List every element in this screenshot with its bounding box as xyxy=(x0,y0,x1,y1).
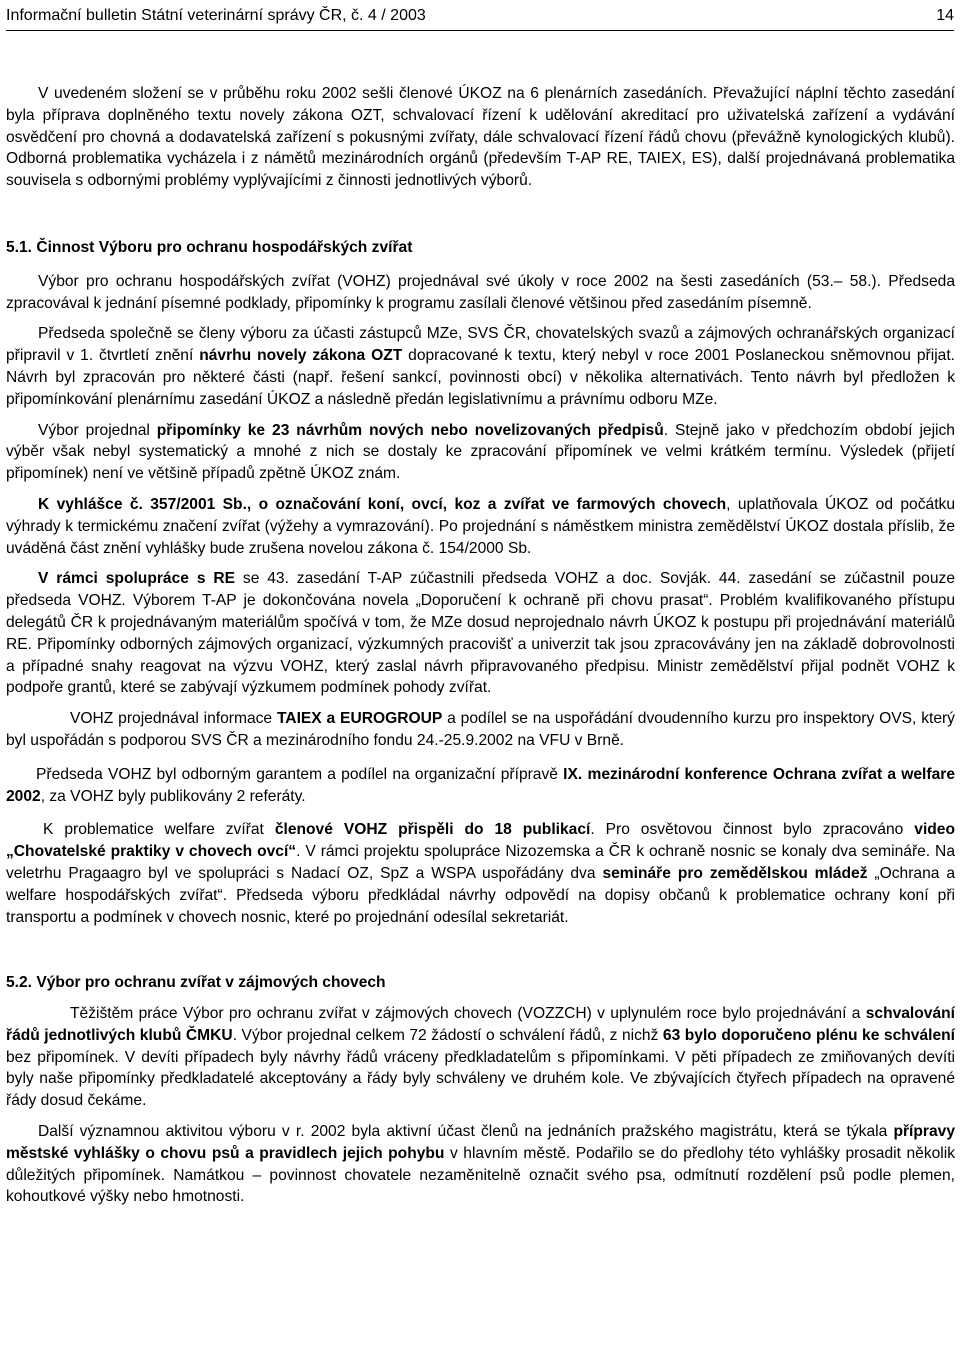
bold-phrase: V rámci spolupráce s RE xyxy=(38,570,236,588)
paragraph: Předseda VOHZ byl odborným garantem a podílel na organizační přípravě IX. mezinárodní konference Ochrana zvířat a welfare 2002, za VOHZ byly publikovány 2 referáty. xyxy=(6,765,955,805)
page-header xyxy=(6,4,954,31)
bold-phrase: IX. mezinárodní konference Ochrana zvířat a welfare 2002 xyxy=(6,765,955,805)
bold-phrase: TAIEX a EUROGROUP xyxy=(276,710,443,728)
bold-phrase: schvalování řádů jednotlivých klubů ČMKU xyxy=(6,1005,955,1044)
bold-phrase: přípravy městské vyhlášky o chovu psů a pravidlech jejich pohybu xyxy=(6,1123,955,1162)
paragraph: VOHZ projednával informace TAIEX a EUROGROUP a podílel se na uspořádání dvoudenního kurzu pro inspektory OVS, který byl uspořádán s podporou SVS ČR a mezinárodního fondu 24.-25.9.2002 na VFU v Brně. xyxy=(6,710,955,749)
bold-phrase: video „Chovatelské praktiky v chovech ovcí“ xyxy=(6,821,955,861)
document-body xyxy=(6,83,955,1208)
paragraph: V rámci spolupráce s RE se 43. zasedání T-AP zúčastnili předseda VOHZ a doc. Sovják. 44. zasedání se zúčastnil pouze předseda VOHZ. Výborem T-AP je dokončována novela „Doporučení k ochraně při chovu prasat“. Problém kvalifikovaného přístupu delegátů ČR k projednávaným materiálům spočívá v tom, že MZe dosud neprojednalo návrh ÚKOZ k postupu při projednávání materiálů RE. Připomínky odborných zájmových organizací, výzkumných pracovišť a univerzit tak jsou zpracovávány jen na základě dobrovolnosti a případné snahy reagovat na výzvu VOHZ, který zaslal návrh připravovaného předpisu. Ministr zemědělství přijal podnět VOHZ k podpoře grantů, které se zabývají výzkumem podmínek pohody zvířat. xyxy=(6,570,955,697)
bulletin-title: Informační bulletin Státní veterinární správy ČR, č. 4 / 2003 xyxy=(6,7,426,24)
bold-phrase: členové VOHZ přispěli do 18 publikací xyxy=(274,821,591,839)
paragraph: K problematice welfare zvířat členové VOHZ přispěli do 18 publikací. Pro osvětovou činnost bylo zpracováno video „Chovatelské praktiky v chovech ovcí“. V rámci projektu spolupráce Nizozemska a ČR k ochraně nosnic se konaly dva semináře. Na veletrhu Pragaagro byl ve spolupráci s Nadací OZ, SpZ a WSPA uspořádány dva semináře pro zemědělskou mládež „Ochrana a welfare hospodářských zvířat“. Předseda výboru předkládal návrhy odpovědí na dopisy občanů k problematice ochrany koní při transportu a podmínek v chovech nosnic, které po projednání odesílal sekretariát. xyxy=(6,821,955,926)
paragraph: Výbor projednal připomínky ke 23 návrhům nových nebo novelizovaných předpisů. Stejně jako v předchozím období jejich výběr však nebyl systematický a mnohé z nich se dostaly ke zpracování připomínek ve velmi krátkém termínu. Výsledek (přijetí připomínek) není ve většině případů zpětně ÚKOZ znám. xyxy=(6,421,955,483)
bold-phrase: návrhu novely zákona OZT xyxy=(199,347,403,365)
paragraph: Další významnou aktivitou výboru v r. 2002 byla aktivní účast členů na jednáních pražského magistrátu, která se týkala přípravy městské vyhlášky o chovu psů a pravidlech jejich pohybu v hlavním městě. Podařilo se do předlohy této vyhlášky prosadit několik důležitých připomínek. Namátkou – povinnost chovatele nezaměnitelně označit svého psa, odmítnutí rozdělení psů podle plemen, kohoutkové výšky nebo hmotnosti. xyxy=(6,1123,956,1206)
bold-phrase: 63 bylo doporučeno plénu ke schválení xyxy=(662,1026,955,1044)
paragraph: Výbor pro ochranu hospodářských zvířat (VOHZ) projednával své úkoly v roce 2002 na šesti zasedáních (53.– 58.). Předseda zpracovával k jednání písemné podklady, připomínky k programu zasílali členové většinou před zasedáním písemně. xyxy=(6,272,955,312)
page-number: 14 xyxy=(936,7,954,24)
bold-phrase: K vyhlášce č. 357/2001 Sb., o označování koní, ovcí, koz a zvířat ve farmových chovech xyxy=(38,495,727,513)
paragraph: Těžištěm práce Výbor pro ochranu zvířat v zájmových chovech (VOZZCH) v uplynulém roce bylo projednávání a schvalování řádů jednotlivých klubů ČMKU. Výbor projednal celkem 72 žádostí o schválení řádů, z nichž 63 bylo doporučeno plénu ke schválení bez připomínek. V devíti případech byly návrhy řádů vráceny předkladatelům s připomínkami. V pěti případech ze zmiňovaných devíti byly naše připomínky předkladatelé akceptovány a řády byly schváleny ve druhém kole. Ve zbývajících čtyřech případech na opravené řády dosud čekáme. xyxy=(6,1005,955,1110)
bold-phrase: semináře pro zemědělskou mládež xyxy=(602,864,868,882)
paragraph: Předseda společně se členy výboru za účasti zástupců MZe, SVS ČR, chovatelských svazů a zájmových ochranářských organizací připravil v 1. čtvrtletí znění návrhu novely zákona OZT dopracované k textu, který nebyl v roce 2001 Poslaneckou sněmovnou přijat. Návrh byl zpracován pro některé části (např. řešení sankcí, povinnosti obcí) v několika alternativách. Tento návrh byl předložen k připomínkování plenárnímu zasedání ÚKOZ a následně předán legislativnímu a právnímu odboru MZe. xyxy=(6,325,955,408)
intro-paragraph: V uvedeném složení se v průběhu roku 2002 sešli členové ÚKOZ na 6 plenárních zasedáních. Převažující náplní těchto zasedání byla příprava doplněného textu novely zákona OZT, schvalovací řízení k udělování akreditací pro uživatelská zařízení a vydávání osvědčení pro chovná a dodavatelská zařízení s pokusnými zvířaty, dále schvalovací řízení řádů chovu (převážně kynologických klubů). Odborná problematika vycházela i z námětů mezinárodních orgánů (především T-AP RE, TAIEX, ES), další projednávaná problematika souvisela s odbornými problémy vyplývajícími z činnosti jednotlivých výborů. xyxy=(6,85,955,190)
section-5-2-heading: 5.2. Výbor pro ochranu zvířat v zájmových chovech xyxy=(6,974,386,992)
section-5-1-heading: 5.1. Činnost Výboru pro ochranu hospodářských zvířat xyxy=(6,238,413,256)
bold-phrase: připomínky ke 23 návrhům nových nebo novelizovaných předpisů xyxy=(156,421,664,439)
paragraph: K vyhlášce č. 357/2001 Sb., o označování koní, ovcí, koz a zvířat ve farmových chovech, uplatňovala ÚKOZ od počátku výhrady k termickému značení zvířat (výžehy a vymrazování). Po projednání s náměstkem ministra zemědělství ÚKOZ dostala příslib, že uváděná část znění vyhlášky bude zrušena novelou zákona č. 154/2000 Sb. xyxy=(6,495,955,557)
